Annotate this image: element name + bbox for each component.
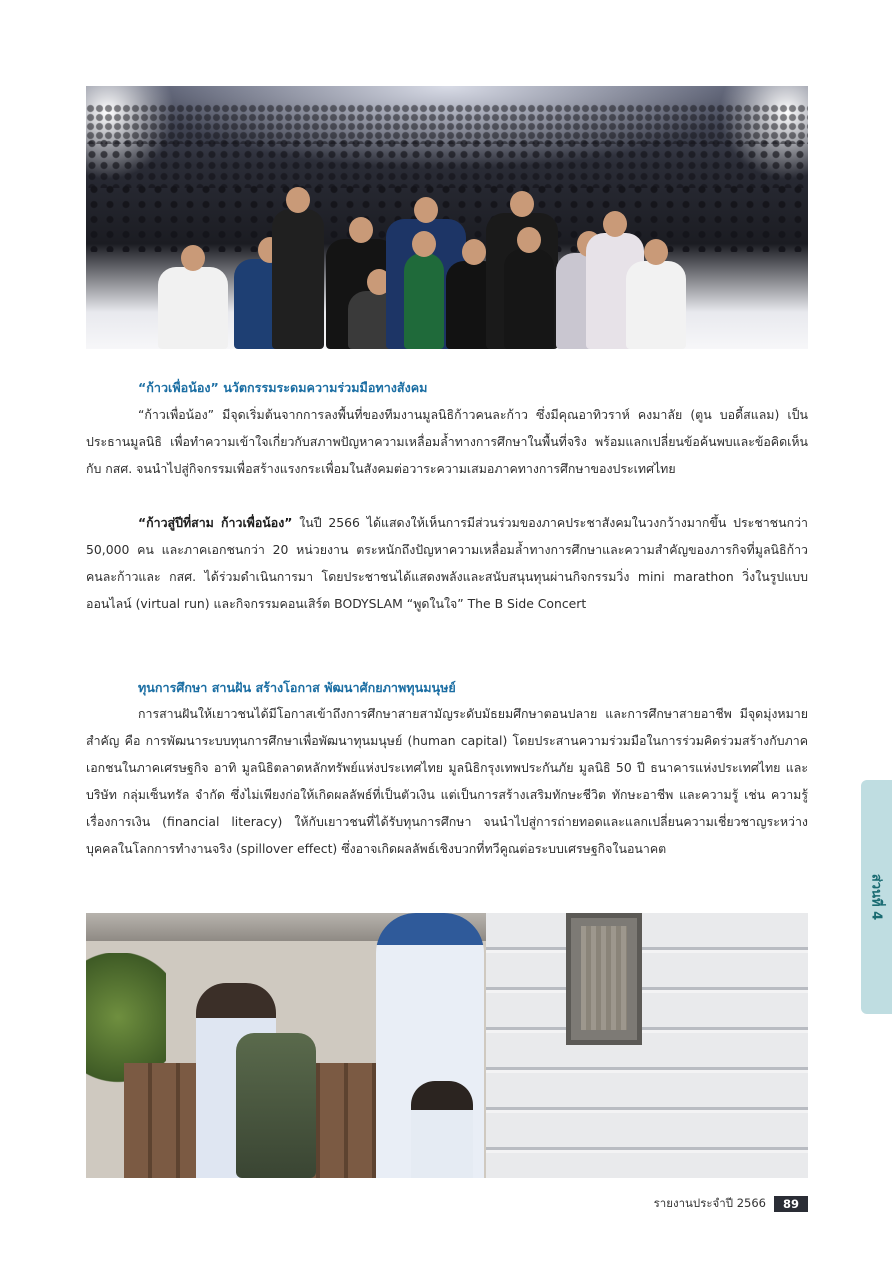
paragraph-scholarship: การสานฝันให้เยาวชนได้มีโอกาสเข้าถึงการศึกษาสายสามัญระดับมัธยมศึกษาตอนปลาย และการศึกษาสายอาชีพ มีจุดมุ่งหมายสำคัญ คือ การพัฒนาระบบทุนการศึกษาเพื่อพัฒนาทุนมนุษย์ (human capital) โดยประสานความร่วมมือในการร่วมคิดร่วมสร้างกับภาคเอกชนในภาคเศรษฐกิจ อาทิ มูลนิธิตลาดหลักทรัพย์แห่งประเทศไทย มูลนิธิกรุงเทพประกันภัย มูลนิธิ 50 ปี ธนาคารแห่งประเทศไทย และบริษัท กลุ่มเซ็นทรัล จำกัด ซึ่งไม่เพียงก่อให้เกิดผลลัพธ์ที่เป็นตัวเงิน แต่เป็นการสร้างเสริมทักษะชีวิต ทักษะอาชีพ และความรู้ เช่น ความรู้เรื่องการเงิน (financial literacy) ให้กับเยาวชนที่ได้รับทุนการศึกษา จนนำไปสู่การถ่ายทอดและแลกเปลี่ยนความเชี่ยวชาญระหว่างบุคคลในโลกการทำงานจริง (spillover effect) ซึ่งอาจเกิดผลลัพธ์เชิงบวกที่ทวีคูณต่อระบบเศรษฐกิจในอนาคต	[86, 706, 808, 856]
students-photo	[86, 913, 808, 1178]
page-number: 89	[774, 1196, 808, 1212]
crowd-middle-row	[86, 138, 808, 188]
paragraph-body-text: ในปี 2566 ได้แสดงให้เห็นการมีส่วนร่วมของภาคประชาสังคมในวงกว้างมากขึ้น ประชาชนกว่า 50,000 คน และภาคเอกชนกว่า 20 หน่วยงาน ตระหนักถึงปัญหาความเหลื่อมล้ำทางการศึกษาและความสำคัญของภารกิจที่มูลนิธิก้าวคนละก้าวและ กสศ. ได้ร่วมดำเนินการมา โดยประชาชนได้แสดงพลังและสนับสนุนทุนผ่านกิจกรรมวิ่ง mini marathon วิ่งในรูปแบบออนไลน์ (virtual run) และกิจกรรมคอนเสิร์ต BODYSLAM “พูดในใจ” The B Side Concert	[86, 515, 808, 611]
section-heading-scholarship: ทุนการศึกษา สานฝัน สร้างโอกาส พัฒนาศักยภาพทุนมนุษย์	[138, 680, 456, 695]
band-member	[626, 261, 686, 349]
section-heading-kao-puea-nong: “ก้าวเพื่อน้อง” นวัตกรรมระดมความร่วมมือทางสังคม	[138, 380, 428, 395]
report-title: รายงานประจำปี 2566	[653, 1196, 766, 1210]
band-member	[404, 253, 444, 349]
paragraph-third-year	[86, 510, 808, 618]
house-siding	[486, 913, 808, 1178]
band-member	[272, 209, 324, 349]
page-footer	[654, 1195, 808, 1213]
side-tab-label: ส่วนที่ 4	[868, 873, 883, 921]
student-figure-small	[411, 1081, 473, 1178]
paragraph-lead-text: “ก้าวสู่ปีที่สาม ก้าวเพื่อน้อง”	[138, 515, 293, 530]
window	[566, 913, 642, 1045]
section-side-tab	[861, 780, 892, 1014]
concert-photo	[86, 86, 808, 349]
backpack	[236, 1033, 316, 1178]
paragraph-kao-puea-nong-intro: “ก้าวเพื่อน้อง” มีจุดเริ่มต้นจากการลงพื้นที่ของทีมงานมูลนิธิก้าวคนละก้าว ซึ่งมีคุณอาทิวราห์ คงมาลัย (ตูน บอดี้สแลม) เป็นประธานมูลนิธิ เพื่อทำความเข้าใจเกี่ยวกับสภาพปัญหาความเหลื่อมล้ำทางการศึกษาในพื้นที่จริง พร้อมแลกเปลี่ยนข้อค้นพบและข้อคิดเห็นกับ กสศ. จนนำไปสู่กิจกรรมเพื่อสร้างแรงกระเพื่อมในสังคมต่อวาระความเสมอภาคทางการศึกษาของประเทศไทย	[86, 407, 808, 476]
band-member	[158, 267, 228, 349]
band-member	[504, 249, 554, 349]
